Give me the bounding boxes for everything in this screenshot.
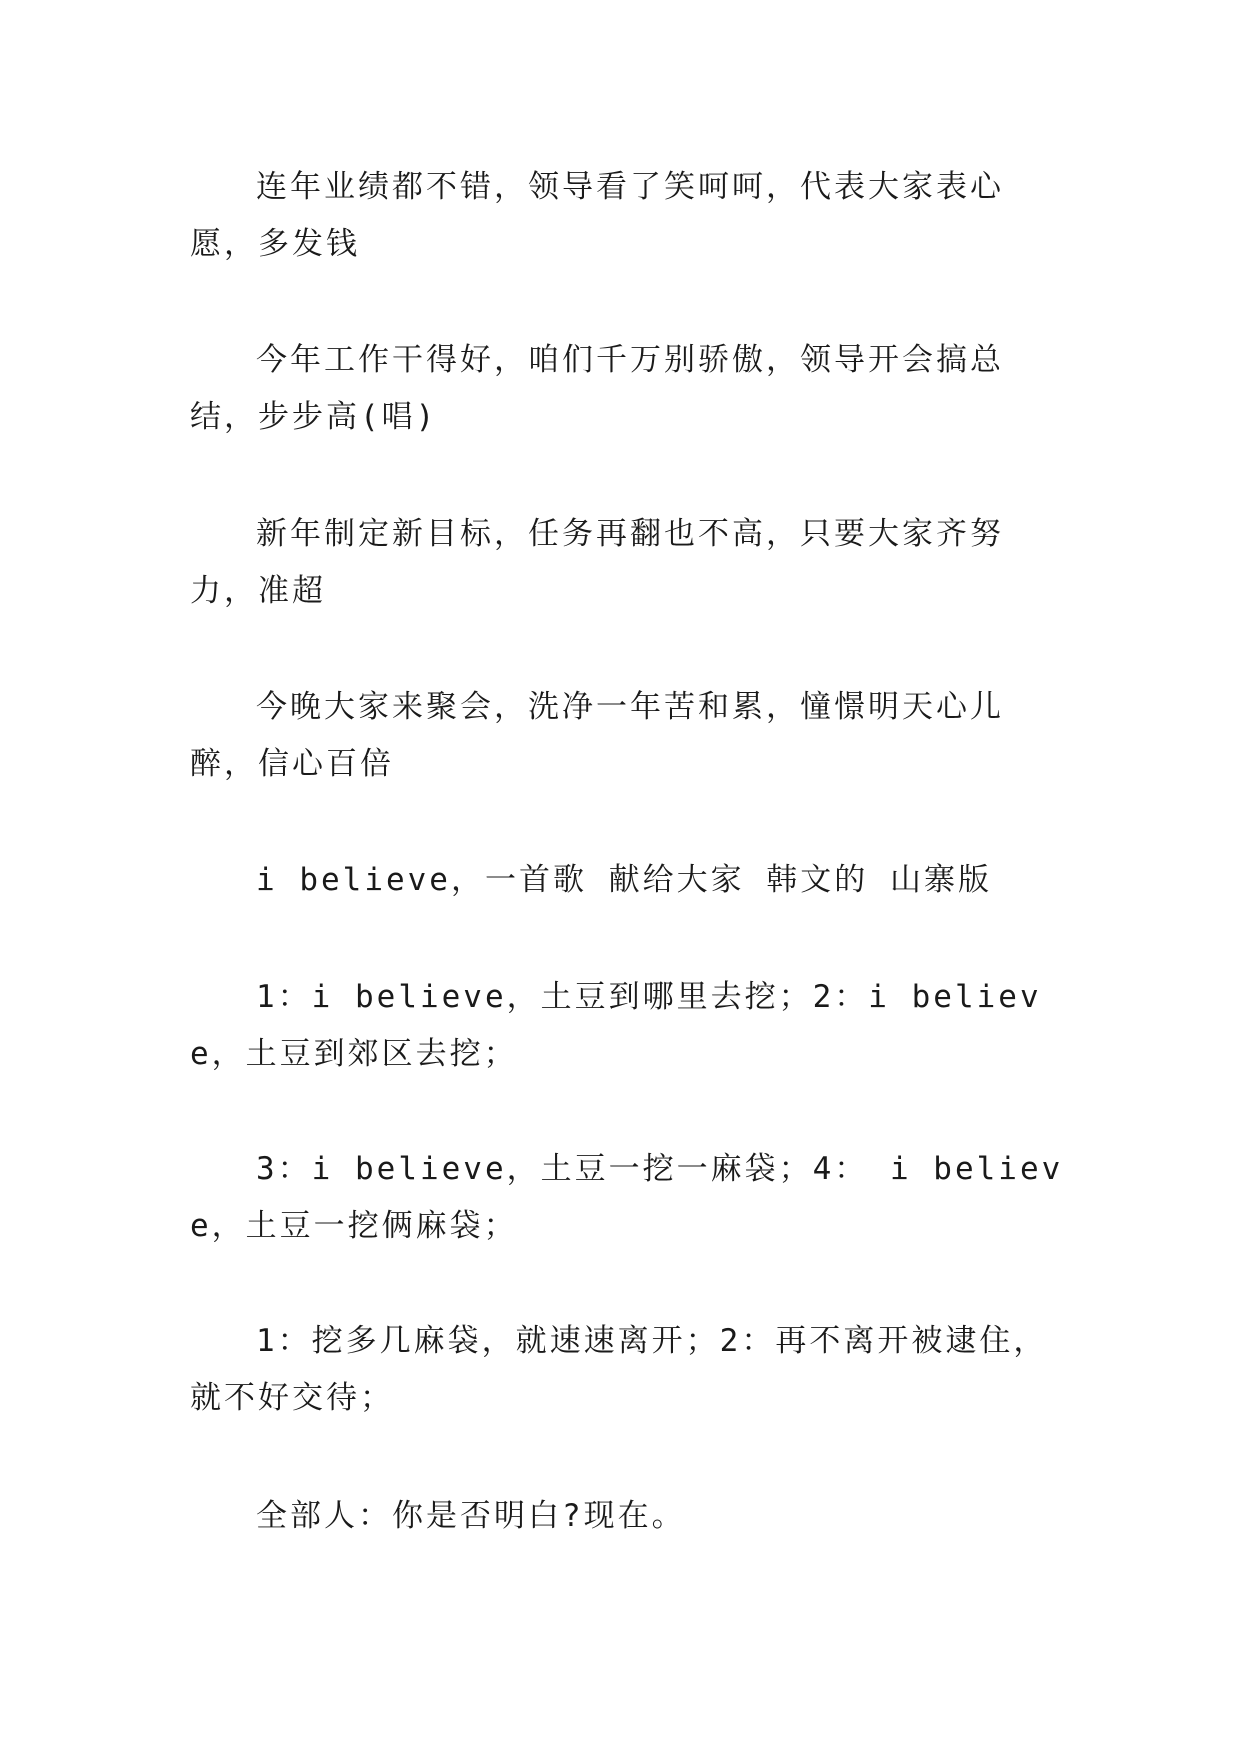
paragraph: 全部人：你是否明白?现在。: [256, 1498, 686, 1534]
paragraph: 1：i believe，土豆到哪里去挖；2：i believe，土豆到郊区去挖；: [190, 979, 1042, 1072]
paragraph: 今年工作干得好，咱们千万别骄傲，领导开会搞总结，步步高(唱): [190, 342, 1004, 435]
paragraph: 3：i believe，土豆一挖一麻袋；4： i believe，土豆一挖俩麻袋；: [190, 1151, 1064, 1244]
paragraph: 新年制定新目标，任务再翻也不高，只要大家齐努力，准超: [190, 516, 1004, 609]
paragraph: 今晚大家来聚会，洗净一年苦和累，憧憬明天心儿醉，信心百倍: [190, 689, 1004, 782]
paragraph: i believe，一首歌 献给大家 韩文的 山寨版: [256, 862, 992, 898]
paragraph: 连年业绩都不错，领导看了笑呵呵，代表大家表心愿，多发钱: [190, 169, 1004, 262]
paragraph: 1：挖多几麻袋，就速速离开；2：再不离开被逮住，就不好交待；: [190, 1323, 1048, 1416]
